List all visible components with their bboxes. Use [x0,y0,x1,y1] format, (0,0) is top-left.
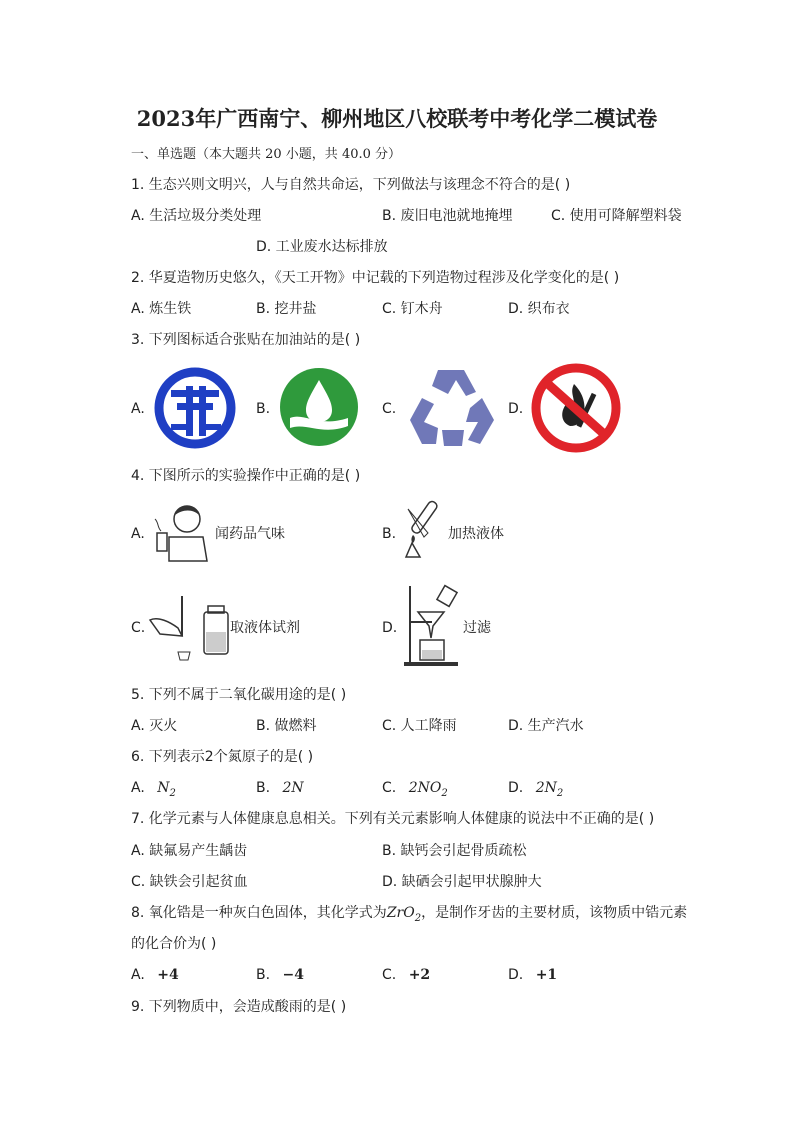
q8-d-value: +1 [535,967,558,983]
q1-option-a: A. 生活垃圾分类处理 [131,208,262,224]
q6-b-formula: 2N [282,780,304,796]
q7-stem: 7. 化学元素与人体健康息息相关。下列有关元素影响人体健康的说法中不正确的是( ) [131,811,655,827]
q4-caption-d: 过滤 [463,620,491,636]
q3-stem: 3. 下列图标适合张贴在加油站的是( ) [131,332,361,348]
q6-option-b [256,779,304,797]
dropper-icon [148,592,230,662]
q6-stem: 6. 下列表示2个氮原子的是( ) [131,749,314,765]
q1-option-d: D. 工业废水达标排放 [256,239,388,255]
q6-option-c [382,779,448,803]
q1-option-c: C. 使用可降解塑料袋 [551,208,682,224]
page-title: 2023年广西南宁、柳州地区八校联考中考化学二模试卷 [136,106,658,131]
q8-option-d [508,966,557,984]
smell-chemical-icon [147,497,213,563]
water-drop-icon [278,366,360,448]
q3-option-b: B. [256,401,271,417]
q8-a-label: A. [131,967,145,983]
q5-option-a: A. 灭火 [131,718,178,734]
q6-a-subscript: 2 [169,787,176,799]
section-heading: 一、单选题（本大题共 20 小题，共 40.0 分） [131,147,402,162]
q8-formula-subscript: 2 [414,912,422,924]
q4-option-c: C. [131,620,146,636]
q3-option-a: A. [131,401,145,417]
q7-option-d: D. 缺硒会引起甲状腺肿大 [382,874,542,890]
filtration-icon [402,580,460,668]
q8-b-value: −4 [282,967,304,983]
q6-c-formula: 2NO [408,780,442,796]
q5-option-d: D. 生产汽水 [508,718,584,734]
q3-option-c: C. [382,401,397,417]
no-fire-icon [530,362,622,454]
q5-option-c: C. 人工降雨 [382,718,457,734]
q4-caption-c: 取液体试剂 [230,620,300,636]
q6-a-formula: N [157,780,170,796]
q8-a-value: +4 [157,967,179,983]
q7-option-a: A. 缺氟易产生龋齿 [131,843,248,859]
q1-stem: 1. 生态兴则文明兴，人与自然共命运，下列做法与该理念不符合的是( ) [131,177,571,193]
q8-c-label: C. [382,967,397,983]
q8-c-value: +2 [408,967,431,983]
q8-option-c [382,966,430,984]
recycle-icon [404,364,498,450]
q6-d-formula: 2N [535,780,557,796]
heat-liquid-icon [398,495,446,565]
q8-option-b [256,966,304,984]
q8-stem-post: ，是制作牙齿的主要材质，该物质中锆元素 [421,905,688,921]
q5-option-b: B. 做燃料 [256,718,317,734]
q8-b-label: B. [256,967,271,983]
q6-option-a [131,779,176,803]
q6-d-subscript: 2 [556,787,564,799]
q9-stem: 9. 下列物质中，会造成酸雨的是( ) [131,999,347,1015]
q8-d-label: D. [508,967,524,983]
q8-formula: ZrO [386,905,415,921]
q5-stem: 5. 下列不属于二氧化碳用途的是( ) [131,687,347,703]
q8-stem-line2: 的化合价为( ) [131,936,217,952]
q3-option-d: D. [508,401,524,417]
q4-caption-a: 闻药品气味 [215,526,285,542]
q7-option-b: B. 缺钙会引起骨质疏松 [382,843,527,859]
q4-option-a: A. [131,526,145,542]
q6-c-label: C. [382,780,397,796]
q4-option-b: B. [382,526,397,542]
q6-a-label: A. [131,780,145,796]
q8-stem-pre: 8. 氧化锆是一种灰白色固体，其化学式为 [131,905,387,921]
q2-option-d: D. 织布衣 [508,301,570,317]
q6-b-label: B. [256,780,271,796]
q6-d-label: D. [508,780,524,796]
q2-option-b: B. 挖井盐 [256,301,317,317]
q4-option-d: D. [382,620,398,636]
q4-caption-b: 加热液体 [448,526,504,542]
q6-c-subscript: 2 [441,787,448,799]
q8-option-a [131,966,179,984]
q2-option-a: A. 炼生铁 [131,301,192,317]
q6-option-d [508,779,563,803]
circle-logo-icon [153,366,237,450]
q8-stem [131,904,687,928]
q4-stem: 4. 下图所示的实验操作中正确的是( ) [131,468,361,484]
q7-option-c: C. 缺铁会引起贫血 [131,874,248,890]
q2-option-c: C. 钉木舟 [382,301,443,317]
q2-stem: 2. 华夏造物历史悠久，《天工开物》中记载的下列造物过程涉及化学变化的是( ) [131,270,620,286]
q1-option-b: B. 废旧电池就地掩埋 [382,208,513,224]
